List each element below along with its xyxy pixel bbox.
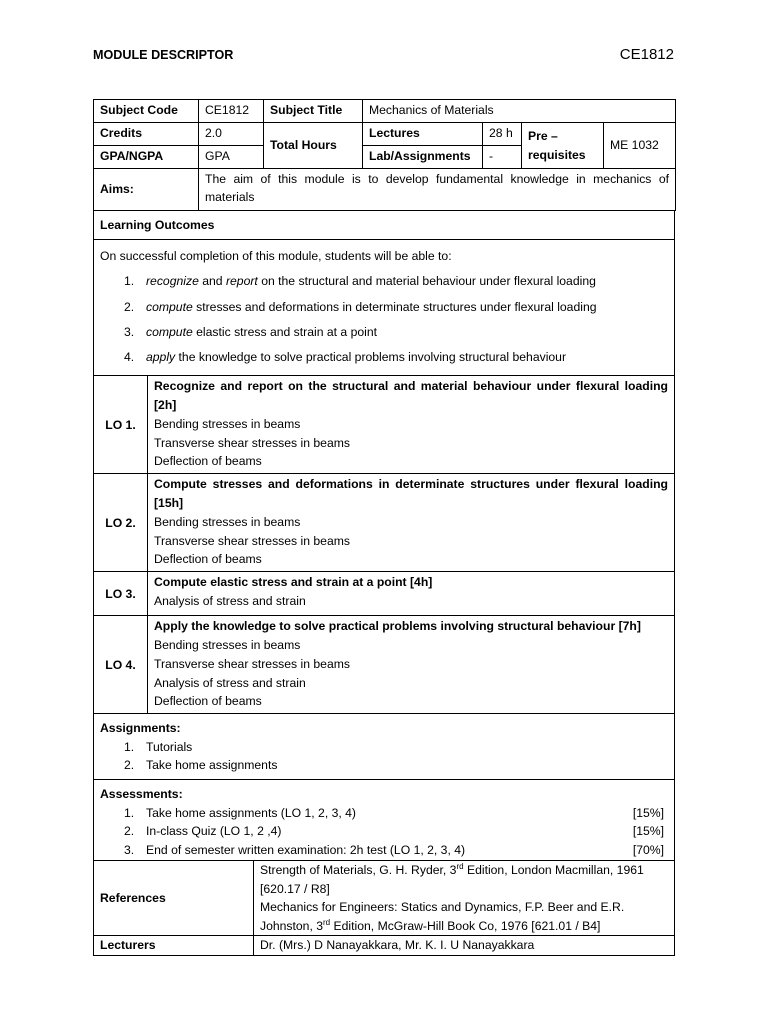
list-item: 1. recognize and report on the structural and material behaviour under flexural loading bbox=[124, 274, 596, 289]
references-table bbox=[93, 860, 675, 956]
assessment-weight: [70%] bbox=[632, 842, 664, 857]
lo2-topic: Deflection of beams bbox=[154, 552, 262, 567]
module-code-header: CE1812 bbox=[619, 46, 674, 63]
list-item: 1. Tutorials bbox=[124, 739, 193, 754]
aims-label: Aims: bbox=[94, 169, 199, 211]
learning-outcomes-table bbox=[93, 210, 675, 376]
lecturers-label: Lecturers bbox=[94, 936, 254, 956]
aims-text: The aim of this module is to develop fundamental knowledge in mechanics of materials bbox=[199, 169, 676, 211]
reference-2: Mechanics for Engineers: Statics and Dynamics, F.P. Beer and E.R. Johnston, 3rd Edition, McGraw-Hill Book Co, 1976 [621.01 / B4] bbox=[260, 900, 625, 933]
list-item: 2. In-class Quiz (LO 1, 2 ,4) [15%] bbox=[100, 822, 664, 841]
lo3-title: Compute elastic stress and strain at a point [4h] bbox=[154, 575, 433, 590]
list-item: 3. compute elastic stress and strain at a point bbox=[124, 324, 378, 339]
learning-outcomes-intro: On successful completion of this module, students will be able to: bbox=[100, 249, 452, 263]
lo3-label: LO 3. bbox=[94, 572, 148, 616]
reference-1: Strength of Materials, G. H. Ryder, 3rd Edition, London Macmillan, 1961 [620.17 / R8] bbox=[260, 862, 644, 896]
lo-details-table bbox=[93, 375, 675, 714]
subject-code-label: Subject Code bbox=[94, 100, 199, 123]
info-table bbox=[93, 99, 676, 211]
lo4-topic: Bending stresses in beams bbox=[154, 638, 301, 653]
list-item: 2. Take home assignments bbox=[124, 758, 278, 773]
list-item: 1. Take home assignments (LO 1, 2, 3, 4) [15%] bbox=[100, 804, 664, 823]
prerequisites-value: ME 1032 bbox=[604, 123, 676, 169]
lo2-label: LO 2. bbox=[94, 474, 148, 572]
assessments-heading: Assessments: bbox=[100, 787, 183, 802]
total-hours-label: Total Hours bbox=[264, 123, 363, 169]
subject-title-label: Subject Title bbox=[264, 100, 363, 123]
lo1-topic: Deflection of beams bbox=[154, 454, 262, 469]
learning-outcomes-heading: Learning Outcomes bbox=[94, 211, 675, 240]
lecturers-names: Dr. (Mrs.) D Nanayakkara, Mr. K. I. U Nanayakkara bbox=[254, 936, 675, 956]
document-title: MODULE DESCRIPTOR bbox=[93, 48, 234, 62]
assignments-table bbox=[93, 713, 675, 780]
lab-assignments-value: - bbox=[483, 146, 522, 169]
lo2-title: Compute stresses and deformations in determinate structures under flexural loading [15h] bbox=[154, 477, 668, 511]
credits-value: 2.0 bbox=[199, 123, 264, 146]
lo1-topic: Transverse shear stresses in beams bbox=[154, 435, 350, 450]
assessments-list bbox=[100, 804, 664, 860]
subject-code-value: CE1812 bbox=[199, 100, 264, 123]
list-item: 2. compute stresses and deformations in determinate structures under flexural loading bbox=[124, 299, 597, 314]
lo4-label: LO 4. bbox=[94, 616, 148, 714]
list-item: 4. apply the knowledge to solve practical problems involving structural behaviour bbox=[124, 350, 567, 365]
references-label: References bbox=[94, 861, 254, 936]
assignments-list bbox=[100, 738, 668, 775]
gpa-value: GPA bbox=[199, 146, 264, 169]
lo1-label: LO 1. bbox=[94, 376, 148, 474]
gpa-label: GPA/NGPA bbox=[94, 146, 199, 169]
module-descriptor-table bbox=[93, 99, 675, 956]
lo3-topic: Analysis of stress and strain bbox=[154, 594, 306, 609]
assignments-heading: Assignments: bbox=[100, 721, 181, 736]
lo4-topic: Analysis of stress and strain bbox=[154, 675, 306, 690]
assessment-weight: [15%] bbox=[632, 805, 664, 820]
credits-label: Credits bbox=[94, 123, 199, 146]
lectures-label: Lectures bbox=[363, 123, 483, 146]
prerequisites-label: Pre – requisites bbox=[522, 123, 604, 169]
lo4-title: Apply the knowledge to solve practical problems involving structural behaviour [7h] bbox=[154, 619, 641, 634]
subject-title-value: Mechanics of Materials bbox=[363, 100, 676, 123]
lo2-topic: Transverse shear stresses in beams bbox=[154, 533, 350, 548]
lo1-topic: Bending stresses in beams bbox=[154, 416, 301, 431]
lo4-topic: Transverse shear stresses in beams bbox=[154, 656, 350, 671]
lectures-value: 28 h bbox=[483, 123, 522, 146]
list-item: 3. End of semester written examination: 2h test (LO 1, 2, 3, 4) [70%] bbox=[100, 841, 664, 860]
lo2-topic: Bending stresses in beams bbox=[154, 514, 301, 529]
lab-assignments-label: Lab/Assignments bbox=[363, 146, 483, 169]
assessments-table bbox=[93, 779, 675, 861]
lo1-title: Recognize and report on the structural and material behaviour under flexural loading [2h] bbox=[154, 379, 668, 413]
lo4-topic: Deflection of beams bbox=[154, 694, 262, 709]
learning-outcomes-list bbox=[100, 272, 668, 366]
assessment-weight: [15%] bbox=[632, 824, 664, 839]
